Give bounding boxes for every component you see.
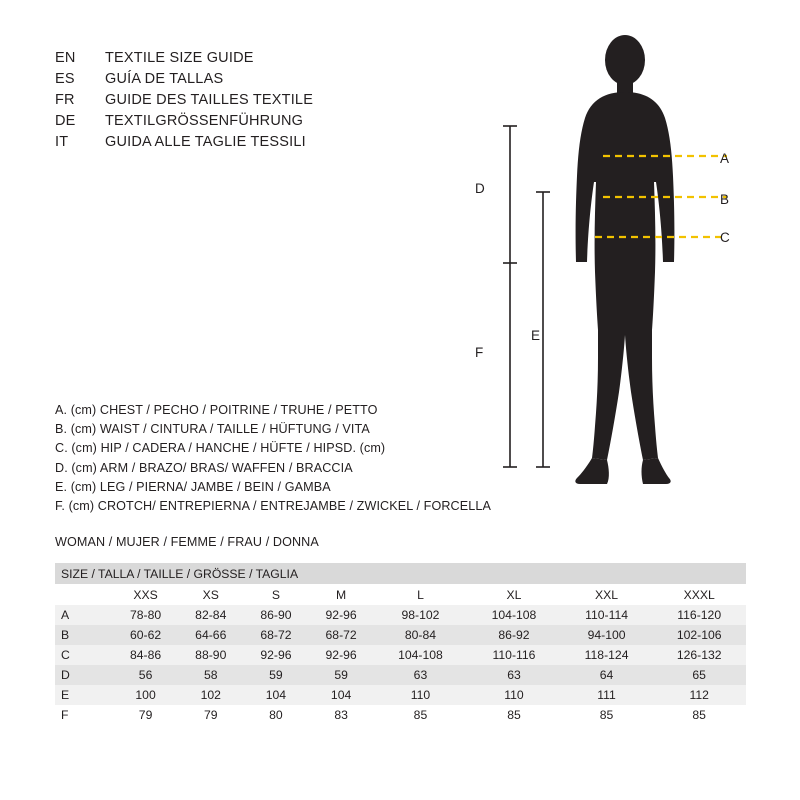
table-cell: 111 [597,688,616,702]
table-row [55,605,746,625]
table-row-key: F [61,708,69,722]
label-f: F [475,345,484,360]
table-col-xxxl: XXXL [683,587,715,602]
table-row [55,625,746,645]
table-cell: 80-84 [404,628,437,642]
title-row [55,134,485,155]
legend-item-e: E. (cm) LEG / PIERNA/ JAMBE / BEIN / GAMBA [55,479,331,494]
table-cell: 65 [692,668,706,682]
table-cell: 102 [200,688,221,702]
table-cell: 59 [334,668,348,682]
table-cell: 104-108 [398,648,443,662]
table-cell: 80 [269,708,283,722]
title-text-fr: GUIDE DES TAILLES TEXTILE [105,92,314,108]
legend-block [55,401,525,516]
table-cell: 98-102 [401,608,440,622]
table-col-m: M [336,587,347,602]
label-c: C [720,230,730,245]
table-cell: 58 [203,668,218,682]
table-cell: 60-62 [130,628,162,642]
table-row [55,705,746,725]
legend-item-c: C. (cm) HIP / CADERA / HANCHE / HÜFTE / HIPSD. (cm) [55,441,386,456]
table-col-xs: XS [202,587,219,602]
table-cell: 85 [692,708,706,722]
table-cell: 112 [689,688,709,702]
table-cell: 116-120 [677,608,722,622]
table-cell: 78-80 [130,608,162,622]
table-cell: 85 [413,708,428,722]
label-e: E [531,328,541,343]
legend-item-f: F. (cm) CROTCH/ ENTREPIERNA / ENTREJAMBE / ZWICKEL / FORCELLA [55,499,491,514]
table-col-xxl: XXL [595,587,619,602]
table-row-key: C [61,648,70,662]
table-column-header-row [55,584,746,605]
table-cell: 110-114 [585,608,629,622]
table-row-key: A [61,608,70,622]
table-cell: 104 [330,688,352,702]
table-cell: 85 [507,708,521,722]
table-cell: 110 [504,688,524,702]
gender-label: WOMAN / MUJER / FEMME / FRAU / DONNA [55,535,319,549]
table-col-xxs: XXS [133,587,158,602]
table-band-header [55,563,746,584]
table-cell: 84-86 [130,648,162,662]
table-cell: 83 [334,708,348,722]
table-cell: 63 [413,668,428,682]
table-col-xl: XL [506,587,522,602]
table-cell: 79 [203,708,218,722]
table-cell: 100 [135,688,156,702]
title-lang-it: IT [55,134,69,150]
table-cell: 110 [410,688,431,702]
table-cell: 92-96 [325,608,357,622]
table-cell: 104-108 [491,608,537,622]
title-row [55,113,485,134]
size-table [55,563,746,725]
table-cell: 64 [599,668,614,682]
table-row-key: E [61,688,70,702]
table-band-label: SIZE / TALLA / TAILLE / GRÖSSE / TAGLIA [61,566,299,581]
table-col-s: S [271,587,280,602]
table-cell: 82-84 [195,608,227,622]
title-block [55,50,485,155]
table-cell: 88-90 [195,648,227,662]
table-cell: 56 [138,668,153,682]
table-cell: 110-116 [492,648,536,662]
title-text-es: GUÍA DE TALLAS [105,71,224,87]
label-d: D [475,181,485,196]
label-a: A [720,151,730,166]
title-text-de: TEXTILGRÖSSENFÜHRUNG [105,113,304,129]
title-lang-en: EN [55,50,76,66]
table-row [55,665,746,685]
table-cell: 86-92 [498,628,530,642]
table-cell: 64-66 [195,628,227,642]
table-cell: 118-124 [584,648,629,662]
title-row [55,71,485,92]
table-cell: 92-96 [325,648,357,662]
female-silhouette-icon [575,35,674,484]
table-corner-cell [55,584,113,605]
title-lang-fr: FR [55,92,75,108]
title-row [55,50,485,71]
table-cell: 59 [269,668,283,682]
table-row-key: B [61,628,70,642]
legend-item-a: A. (cm) CHEST / PECHO / POITRINE / TRUHE / PETTO [55,403,378,417]
table-cell: 104 [265,688,287,702]
table-cell: 92-96 [260,648,292,662]
table-cell: 68-72 [260,628,292,642]
table-cell: 126-132 [676,648,722,662]
title-row [55,92,485,113]
legend-item-d: D. (cm) ARM / BRAZO/ BRAS/ WAFFEN / BRACCIA [55,460,353,475]
title-text-en: TEXTILE SIZE GUIDE [105,50,254,66]
title-lang-de: DE [55,113,76,129]
table-cell: 86-90 [260,608,292,622]
title-lang-es: ES [55,71,75,87]
table-cell: 94-100 [587,628,626,642]
table-cell: 79 [138,708,153,722]
label-b: B [720,192,730,207]
table-row [55,685,746,705]
table-col-l: L [417,587,424,602]
table-row-key: D [61,668,70,682]
legend-item-b: B. (cm) WAIST / CINTURA / TAILLE / HÜFTUNG / VITA [55,422,370,437]
table-cell: 68-72 [325,628,357,642]
table-row [55,645,746,665]
table-cell: 102-106 [676,628,722,642]
table-cell: 85 [599,708,614,722]
title-text-it: GUIDA ALLE TAGLIE TESSILI [105,134,306,150]
table-cell: 63 [507,668,521,682]
